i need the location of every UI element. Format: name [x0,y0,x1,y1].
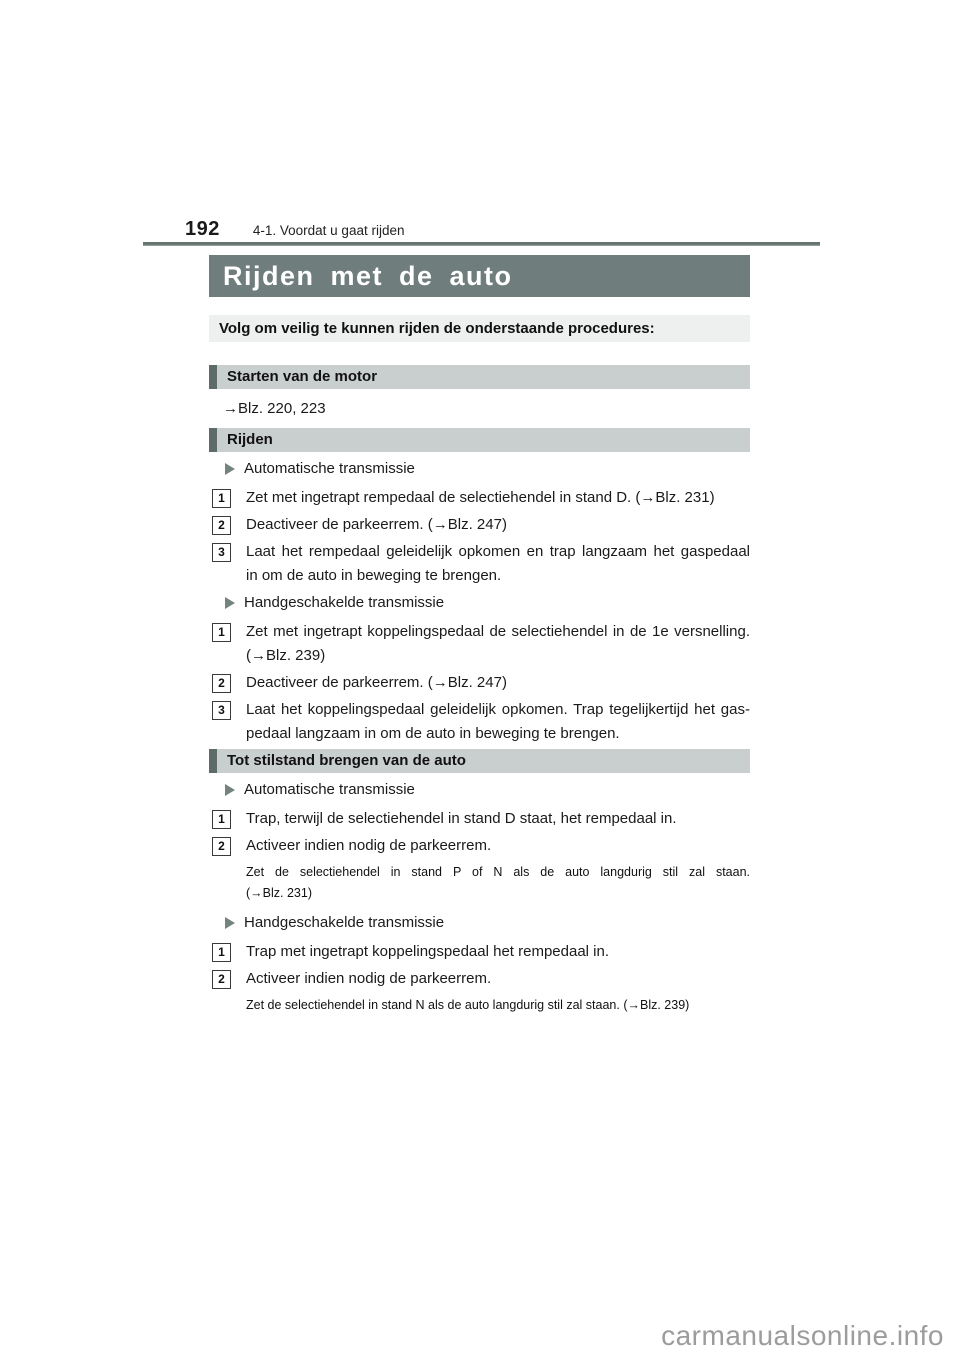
chapter-heading: 4-1. Voordat u gaat rijden [252,223,405,238]
text-line: Trap met ingetrapt koppelingspedaal het rempedaal in. [246,943,610,960]
step-note [246,995,750,1016]
procedure-step [209,940,750,964]
content-column [209,255,750,1026]
step-number-box: 2 [212,674,231,693]
text-line: Activeer indien nodig de parkeerrem. [246,837,492,854]
procedure-step [209,671,750,695]
page-title: Rijden met de auto [209,255,750,297]
step-text [246,698,750,746]
step-number-box: 2 [212,516,231,535]
step-text [246,834,750,858]
procedure-step [209,698,750,746]
step-text [246,486,750,510]
text-line: Activeer indien nodig de parkeerrem. [246,970,492,987]
step-text [246,967,750,991]
text-line: pedaal langzaam in om de auto in beweging te brengen. [246,725,620,742]
text-line: Zet met ingetrapt rempedaal de selectiehendel in stand D. (→Blz. 231) [246,489,715,506]
transmission-variant-label: Automatische transmissie [244,781,415,798]
step-number-box: 1 [212,623,231,642]
header-rule [143,242,820,246]
procedure-step [209,807,750,831]
page-reference: →Blz. 220, 223 [223,400,326,417]
step-number-box: 1 [212,943,231,962]
step-note [246,862,750,904]
transmission-variant [225,914,750,931]
text-line: Deactiveer de parkeerrem. (→Blz. 247) [246,516,507,533]
section-heading: Tot stilstand brengen van de auto [209,749,750,773]
step-text [246,513,750,537]
step-number-box: 3 [212,543,231,562]
transmission-variant-label: Handgeschakelde transmissie [244,914,445,931]
text-line: Zet de selectiehendel in stand N als de auto langdurig stil zal staan. (→Blz. 239) [246,998,690,1012]
transmission-variant-label: Automatische transmissie [244,460,415,477]
procedure-step [209,486,750,510]
text-line: Zet met ingetrapt koppelingspedaal de selectiehendel in de 1e versnelling. [246,623,750,640]
text-line: Deactiveer de parkeerrem. (→Blz. 247) [246,674,507,691]
text-line: Trap, terwijl de selectiehendel in stand D staat, het rempedaal in. [246,810,677,827]
text-line: in om de auto in beweging te brengen. [246,567,502,584]
transmission-variant [225,781,750,798]
step-text [246,940,750,964]
sections-container [209,365,750,1016]
arrow-marker-icon [225,597,235,609]
step-number-box: 1 [212,489,231,508]
text-line: Laat het rempedaal geleidelijk opkomen en trap langzaam het gaspedaal [246,543,750,560]
transmission-variant-label: Handgeschakelde transmissie [244,594,445,611]
text-line: Zet de selectiehendel in stand P of N als de auto langdurig stil zal staan. [246,865,750,879]
step-text [246,540,750,588]
step-number-box: 2 [212,837,231,856]
running-header [185,218,845,241]
step-text [246,620,750,668]
text-line: Laat het koppelingspedaal geleidelijk opkomen. Trap tegelijkertijd het gas- [246,701,750,718]
procedure-step [209,834,750,858]
step-number-box: 1 [212,810,231,829]
page-number: 192 [185,218,220,240]
procedure-step [209,620,750,668]
arrow-marker-icon [225,463,235,475]
procedure-step [209,540,750,588]
procedure-step [209,967,750,991]
section-heading: Rijden [209,428,750,452]
arrow-marker-icon [225,784,235,796]
step-number-box: 3 [212,701,231,720]
arrow-marker-icon [225,917,235,929]
transmission-variant [225,460,750,477]
intro-box: Volg om veilig te kunnen rijden de onderstaande procedures: [209,315,750,342]
transmission-variant [225,594,750,611]
watermark: carmanualsonline.info [661,1320,944,1351]
text-line: (→Blz. 231) [246,886,312,900]
text-line: (→Blz. 239) [246,647,326,664]
step-text [246,671,750,695]
step-text [246,807,750,831]
procedure-step [209,513,750,537]
section-heading: Starten van de motor [209,365,750,389]
step-number-box: 2 [212,970,231,989]
